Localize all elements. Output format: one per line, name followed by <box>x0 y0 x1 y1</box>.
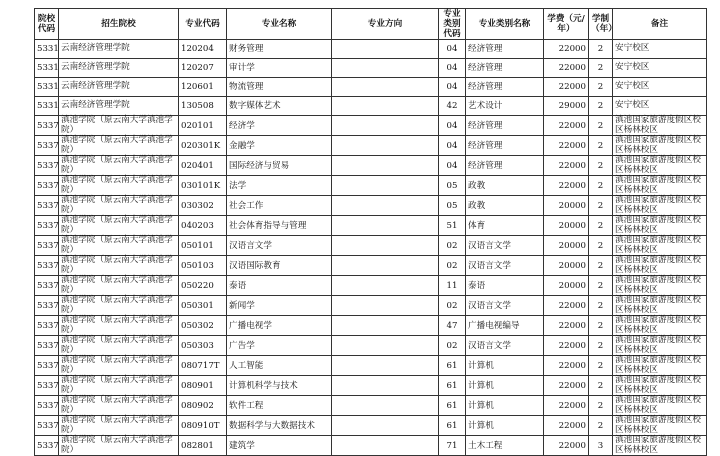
fee-cell: 20000 <box>544 256 589 276</box>
direction-cell <box>332 356 439 376</box>
duration-cell: 2 <box>589 216 613 236</box>
category-code-cell: 05 <box>439 176 466 196</box>
major-name-cell: 人工智能 <box>227 356 332 376</box>
fee-cell: 22000 <box>544 40 589 59</box>
major-code-cell: 050302 <box>179 316 227 336</box>
major-code-cell: 050220 <box>179 276 227 296</box>
major-code-cell: 030101K <box>179 176 227 196</box>
duration-cell: 2 <box>589 256 613 276</box>
school-cell: 滇池学院（原云南大学滇池学院） <box>59 396 179 416</box>
duration-cell: 2 <box>589 176 613 196</box>
header-school: 招生院校 <box>59 9 179 40</box>
school-code-cell: 5331 <box>35 97 59 116</box>
note-cell: 滇池国家旅游度假区校区杨林校区 <box>613 196 707 216</box>
major-name-cell: 社会体育指导与管理 <box>227 216 332 236</box>
major-name-cell: 审计学 <box>227 59 332 78</box>
fee-cell: 22000 <box>544 59 589 78</box>
school-code-cell: 5337 <box>35 336 59 356</box>
category-code-cell: 61 <box>439 356 466 376</box>
header-category-code: 专业类别代码 <box>439 9 466 40</box>
direction-cell <box>332 256 439 276</box>
school-code-cell: 5337 <box>35 296 59 316</box>
table-row <box>35 356 707 376</box>
school-code-cell: 5331 <box>35 59 59 78</box>
category-name-cell: 广播电视编导 <box>466 316 544 336</box>
direction-cell <box>332 216 439 236</box>
table-row <box>35 116 707 136</box>
category-code-cell: 04 <box>439 40 466 59</box>
category-name-cell: 计算机 <box>466 416 544 436</box>
major-code-cell: 082801 <box>179 436 227 456</box>
note-cell: 滇池国家旅游度假区校区杨林校区 <box>613 376 707 396</box>
duration-cell: 2 <box>589 336 613 356</box>
note-cell: 安宁校区 <box>613 59 707 78</box>
school-code-cell: 5337 <box>35 316 59 336</box>
direction-cell <box>332 176 439 196</box>
category-code-cell: 02 <box>439 256 466 276</box>
category-name-cell: 土木工程 <box>466 436 544 456</box>
major-code-cell: 050303 <box>179 336 227 356</box>
direction-cell <box>332 376 439 396</box>
school-cell: 滇池学院（原云南大学滇池学院） <box>59 136 179 156</box>
major-code-cell: 130508 <box>179 97 227 116</box>
category-name-cell: 经济管理 <box>466 78 544 97</box>
duration-cell: 2 <box>589 59 613 78</box>
header-note: 备注 <box>613 9 707 40</box>
school-cell: 滇池学院（原云南大学滇池学院） <box>59 436 179 456</box>
major-name-cell: 国际经济与贸易 <box>227 156 332 176</box>
category-name-cell: 计算机 <box>466 356 544 376</box>
category-name-cell: 汉语言文学 <box>466 256 544 276</box>
note-cell: 安宁校区 <box>613 40 707 59</box>
duration-cell: 2 <box>589 316 613 336</box>
major-name-cell: 泰语 <box>227 276 332 296</box>
school-code-cell: 5337 <box>35 396 59 416</box>
note-cell: 滇池国家旅游度假区校区杨林校区 <box>613 236 707 256</box>
duration-cell: 2 <box>589 396 613 416</box>
direction-cell <box>332 336 439 356</box>
table-row <box>35 156 707 176</box>
major-code-cell: 120601 <box>179 78 227 97</box>
category-name-cell: 计算机 <box>466 396 544 416</box>
note-cell: 滇池国家旅游度假区校区杨林校区 <box>613 276 707 296</box>
category-name-cell: 艺术设计 <box>466 97 544 116</box>
school-code-cell: 5337 <box>35 376 59 396</box>
duration-cell: 2 <box>589 236 613 256</box>
table-row <box>35 136 707 156</box>
table-row <box>35 376 707 396</box>
major-code-cell: 120207 <box>179 59 227 78</box>
table-row <box>35 97 707 116</box>
direction-cell <box>332 396 439 416</box>
school-code-cell: 5337 <box>35 116 59 136</box>
note-cell: 滇池国家旅游度假区校区杨林校区 <box>613 396 707 416</box>
fee-cell: 22000 <box>544 296 589 316</box>
fee-cell: 22000 <box>544 316 589 336</box>
category-name-cell: 经济管理 <box>466 116 544 136</box>
school-code-cell: 5337 <box>35 176 59 196</box>
duration-cell: 2 <box>589 116 613 136</box>
header-direction: 专业方向 <box>332 9 439 40</box>
note-cell: 滇池国家旅游度假区校区杨林校区 <box>613 156 707 176</box>
note-cell: 滇池国家旅游度假区校区杨林校区 <box>613 256 707 276</box>
school-code-cell: 5337 <box>35 276 59 296</box>
note-cell: 滇池国家旅游度假区校区杨林校区 <box>613 296 707 316</box>
fee-cell: 22000 <box>544 116 589 136</box>
school-cell: 云南经济管理学院 <box>59 40 179 59</box>
category-code-cell: 02 <box>439 236 466 256</box>
category-name-cell: 汉语言文学 <box>466 336 544 356</box>
duration-cell: 2 <box>589 196 613 216</box>
fee-cell: 22000 <box>544 396 589 416</box>
category-name-cell: 汉语言文学 <box>466 236 544 256</box>
duration-cell: 2 <box>589 376 613 396</box>
direction-cell <box>332 97 439 116</box>
school-cell: 滇池学院（原云南大学滇池学院） <box>59 416 179 436</box>
school-cell: 滇池学院（原云南大学滇池学院） <box>59 336 179 356</box>
school-code-cell: 5337 <box>35 156 59 176</box>
school-cell: 滇池学院（原云南大学滇池学院） <box>59 156 179 176</box>
school-cell: 云南经济管理学院 <box>59 97 179 116</box>
major-code-cell: 080902 <box>179 396 227 416</box>
table-row <box>35 196 707 216</box>
major-code-cell: 080910T <box>179 416 227 436</box>
school-code-cell: 5337 <box>35 216 59 236</box>
category-code-cell: 61 <box>439 376 466 396</box>
fee-cell: 22000 <box>544 336 589 356</box>
category-code-cell: 61 <box>439 396 466 416</box>
major-name-cell: 计算机科学与技术 <box>227 376 332 396</box>
fee-cell: 22000 <box>544 78 589 97</box>
direction-cell <box>332 78 439 97</box>
major-code-cell: 020101 <box>179 116 227 136</box>
category-code-cell: 04 <box>439 59 466 78</box>
direction-cell <box>332 416 439 436</box>
major-name-cell: 经济学 <box>227 116 332 136</box>
category-name-cell: 经济管理 <box>466 40 544 59</box>
direction-cell <box>332 59 439 78</box>
category-code-cell: 04 <box>439 136 466 156</box>
school-code-cell: 5337 <box>35 196 59 216</box>
category-name-cell: 汉语言文学 <box>466 296 544 316</box>
category-name-cell: 泰语 <box>466 276 544 296</box>
table-row <box>35 276 707 296</box>
direction-cell <box>332 136 439 156</box>
duration-cell: 2 <box>589 296 613 316</box>
school-cell: 滇池学院（原云南大学滇池学院） <box>59 176 179 196</box>
major-name-cell: 数字媒体艺术 <box>227 97 332 116</box>
school-cell: 滇池学院（原云南大学滇池学院） <box>59 216 179 236</box>
header-fee: 学费（元/年） <box>544 9 589 40</box>
major-name-cell: 建筑学 <box>227 436 332 456</box>
fee-cell: 20000 <box>544 216 589 236</box>
note-cell: 安宁校区 <box>613 97 707 116</box>
major-name-cell: 法学 <box>227 176 332 196</box>
header-duration: 学制（年） <box>589 9 613 40</box>
category-code-cell: 04 <box>439 78 466 97</box>
fee-cell: 20000 <box>544 236 589 256</box>
category-code-cell: 04 <box>439 116 466 136</box>
duration-cell: 2 <box>589 136 613 156</box>
school-code-cell: 5337 <box>35 436 59 456</box>
category-name-cell: 计算机 <box>466 376 544 396</box>
school-cell: 滇池学院（原云南大学滇池学院） <box>59 236 179 256</box>
direction-cell <box>332 276 439 296</box>
table-row <box>35 236 707 256</box>
table-row <box>35 40 707 59</box>
note-cell: 滇池国家旅游度假区校区杨林校区 <box>613 436 707 456</box>
table-row <box>35 216 707 236</box>
note-cell: 滇池国家旅游度假区校区杨林校区 <box>613 116 707 136</box>
direction-cell <box>332 116 439 136</box>
table-row <box>35 436 707 456</box>
category-code-cell: 02 <box>439 296 466 316</box>
school-cell: 滇池学院（原云南大学滇池学院） <box>59 376 179 396</box>
fee-cell: 20000 <box>544 276 589 296</box>
category-code-cell: 02 <box>439 336 466 356</box>
school-code-cell: 5337 <box>35 256 59 276</box>
note-cell: 滇池国家旅游度假区校区杨林校区 <box>613 136 707 156</box>
header-category-name: 专业类别名称 <box>466 9 544 40</box>
category-name-cell: 政教 <box>466 176 544 196</box>
major-code-cell: 120204 <box>179 40 227 59</box>
direction-cell <box>332 236 439 256</box>
category-name-cell: 经济管理 <box>466 156 544 176</box>
note-cell: 滇池国家旅游度假区校区杨林校区 <box>613 356 707 376</box>
school-cell: 滇池学院（原云南大学滇池学院） <box>59 296 179 316</box>
school-cell: 滇池学院（原云南大学滇池学院） <box>59 316 179 336</box>
school-code-cell: 5337 <box>35 356 59 376</box>
major-name-cell: 财务管理 <box>227 40 332 59</box>
major-name-cell: 新闻学 <box>227 296 332 316</box>
category-code-cell: 47 <box>439 316 466 336</box>
major-name-cell: 社会工作 <box>227 196 332 216</box>
major-name-cell: 汉语言文学 <box>227 236 332 256</box>
duration-cell: 3 <box>589 436 613 456</box>
header-major-name: 专业名称 <box>227 9 332 40</box>
direction-cell <box>332 156 439 176</box>
fee-cell: 22000 <box>544 356 589 376</box>
fee-cell: 22000 <box>544 416 589 436</box>
note-cell: 安宁校区 <box>613 78 707 97</box>
major-name-cell: 软件工程 <box>227 396 332 416</box>
major-name-cell: 金融学 <box>227 136 332 156</box>
school-cell: 滇池学院（原云南大学滇池学院） <box>59 256 179 276</box>
major-name-cell: 数据科学与大数据技术 <box>227 416 332 436</box>
fee-cell: 22000 <box>544 376 589 396</box>
major-code-cell: 080901 <box>179 376 227 396</box>
note-cell: 滇池国家旅游度假区校区杨林校区 <box>613 416 707 436</box>
major-code-cell: 050301 <box>179 296 227 316</box>
school-code-cell: 5331 <box>35 78 59 97</box>
category-code-cell: 51 <box>439 216 466 236</box>
duration-cell: 2 <box>589 416 613 436</box>
category-name-cell: 经济管理 <box>466 59 544 78</box>
duration-cell: 2 <box>589 40 613 59</box>
table-row <box>35 336 707 356</box>
fee-cell: 22000 <box>544 156 589 176</box>
category-name-cell: 政教 <box>466 196 544 216</box>
category-code-cell: 61 <box>439 416 466 436</box>
duration-cell: 2 <box>589 97 613 116</box>
duration-cell: 2 <box>589 356 613 376</box>
fee-cell: 20000 <box>544 196 589 216</box>
table-row <box>35 296 707 316</box>
school-code-cell: 5337 <box>35 136 59 156</box>
table-row <box>35 78 707 97</box>
major-name-cell: 广告学 <box>227 336 332 356</box>
admissions-table <box>34 8 707 456</box>
header-row <box>35 9 707 40</box>
major-name-cell: 广播电视学 <box>227 316 332 336</box>
direction-cell <box>332 40 439 59</box>
duration-cell: 2 <box>589 156 613 176</box>
fee-cell: 29000 <box>544 97 589 116</box>
school-cell: 云南经济管理学院 <box>59 59 179 78</box>
major-code-cell: 050103 <box>179 256 227 276</box>
major-name-cell: 汉语国际教育 <box>227 256 332 276</box>
school-code-cell: 5331 <box>35 40 59 59</box>
direction-cell <box>332 316 439 336</box>
duration-cell: 2 <box>589 276 613 296</box>
table-row <box>35 59 707 78</box>
category-name-cell: 经济管理 <box>466 136 544 156</box>
school-code-cell: 5337 <box>35 236 59 256</box>
major-code-cell: 080717T <box>179 356 227 376</box>
direction-cell <box>332 436 439 456</box>
major-code-cell: 040203 <box>179 216 227 236</box>
school-cell: 滇池学院（原云南大学滇池学院） <box>59 116 179 136</box>
header-major-code: 专业代码 <box>179 9 227 40</box>
major-code-cell: 050101 <box>179 236 227 256</box>
major-code-cell: 030302 <box>179 196 227 216</box>
school-cell: 滇池学院（原云南大学滇池学院） <box>59 276 179 296</box>
table-body <box>35 40 707 456</box>
category-name-cell: 体育 <box>466 216 544 236</box>
table-row <box>35 316 707 336</box>
direction-cell <box>332 296 439 316</box>
school-code-cell: 5337 <box>35 416 59 436</box>
note-cell: 滇池国家旅游度假区校区杨林校区 <box>613 176 707 196</box>
table-row <box>35 256 707 276</box>
major-code-cell: 020301K <box>179 136 227 156</box>
major-code-cell: 020401 <box>179 156 227 176</box>
major-name-cell: 物流管理 <box>227 78 332 97</box>
direction-cell <box>332 196 439 216</box>
note-cell: 滇池国家旅游度假区校区杨林校区 <box>613 316 707 336</box>
duration-cell: 2 <box>589 78 613 97</box>
category-code-cell: 42 <box>439 97 466 116</box>
table-row <box>35 396 707 416</box>
category-code-cell: 04 <box>439 156 466 176</box>
table-row <box>35 416 707 436</box>
school-cell: 云南经济管理学院 <box>59 78 179 97</box>
school-cell: 滇池学院（原云南大学滇池学院） <box>59 356 179 376</box>
category-code-cell: 11 <box>439 276 466 296</box>
category-code-cell: 05 <box>439 196 466 216</box>
table-row <box>35 176 707 196</box>
fee-cell: 22000 <box>544 176 589 196</box>
category-code-cell: 71 <box>439 436 466 456</box>
note-cell: 滇池国家旅游度假区校区杨林校区 <box>613 216 707 236</box>
fee-cell: 22000 <box>544 136 589 156</box>
header-school-code: 院校代码 <box>35 9 59 40</box>
note-cell: 滇池国家旅游度假区校区杨林校区 <box>613 336 707 356</box>
fee-cell: 22000 <box>544 436 589 456</box>
school-cell: 滇池学院（原云南大学滇池学院） <box>59 196 179 216</box>
